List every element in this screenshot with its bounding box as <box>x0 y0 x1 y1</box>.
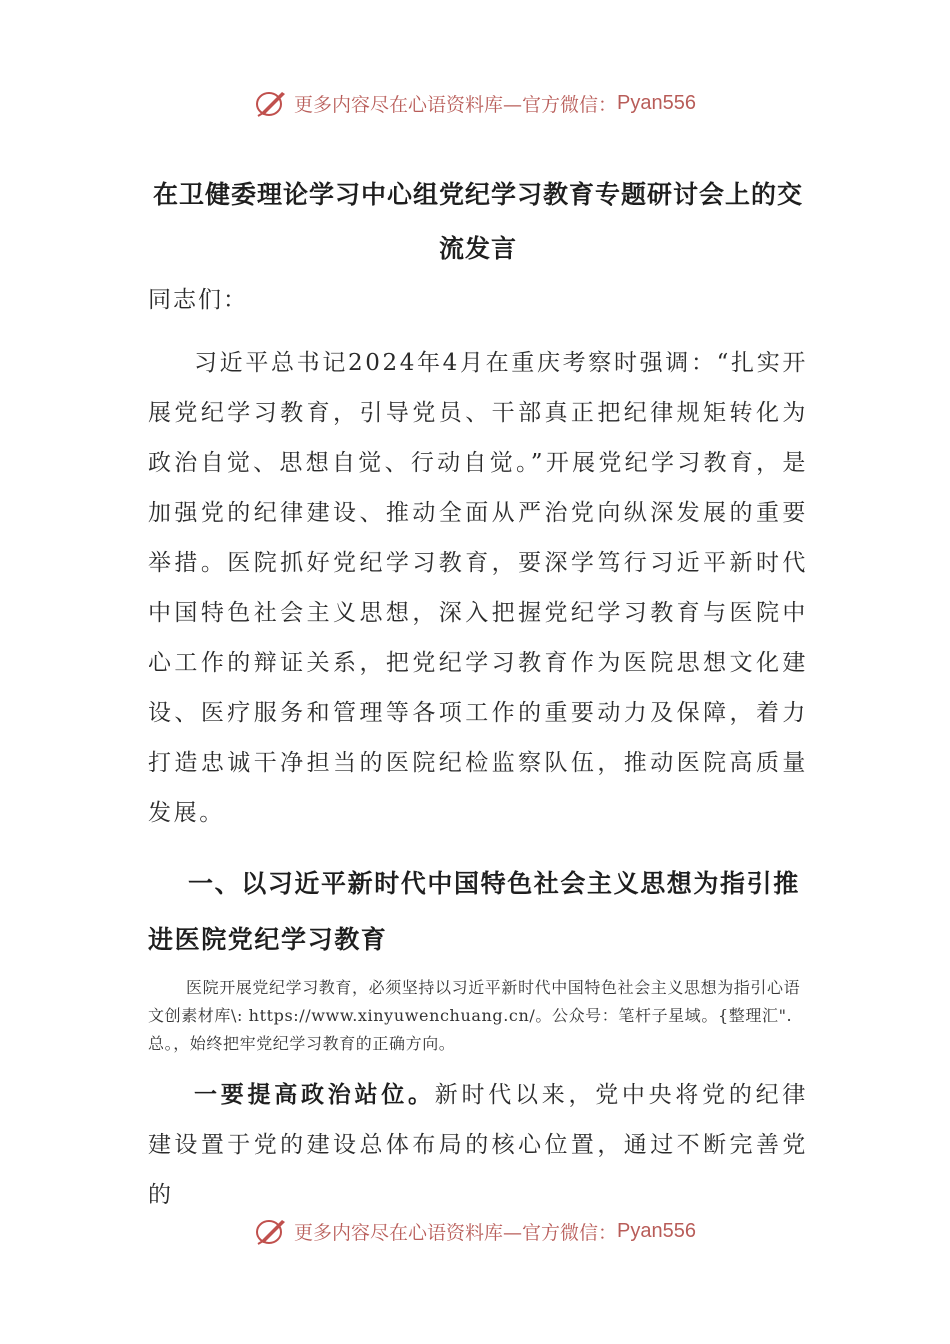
banner-text: 更多内容尽在心语资料库—官方微信： <box>294 1221 618 1244</box>
document-title <box>148 168 808 276</box>
banner-text: 更多内容尽在心语资料库—官方微信： <box>294 93 618 116</box>
source-note: 医院开展党纪学习教育，必须坚持以习近平新时代中国特色社会主义思想为指引心语文创素材库\: https://www.xinyuwenchuang.cn/。公众号：笔杆子星域。{整理汇".总。，始终把牢党纪学习教育的正确方向。 <box>148 978 801 1053</box>
quill-pen-logo-icon <box>254 1216 288 1246</box>
section-heading-1: 一、以习近平新时代中国特色社会主义思想为指引推进医院党纪学习教育 <box>148 869 800 954</box>
banner-wechat-id: Pyan556 <box>617 1219 696 1242</box>
paragraph-2-lead: 一要提高政治站位。 <box>194 1081 435 1108</box>
document-body <box>148 168 808 1220</box>
footer-watermark-banner <box>0 1216 950 1246</box>
title-line-1: 在卫健委理论学习中心组党纪学习教育专题研讨会上的交 <box>152 180 803 209</box>
greeting: 同志们： <box>148 287 248 313</box>
title-line-2: 流发言 <box>438 234 517 263</box>
quill-pen-logo-icon <box>254 88 288 118</box>
paragraph-2-text: 新时代以来，党中央将党的纪律建设置于党的建设总体布局的核心位置，通过不断完善党的 <box>148 1082 809 1208</box>
banner-wechat-id: Pyan556 <box>617 91 696 114</box>
paragraph-1: 习近平总书记2024年4月在重庆考察时强调：“扎实开展党纪学习教育，引导党员、干部真正把纪律规矩转化为政治自觉、思想自觉、行动自觉。”开展党纪学习教育，是加强党的纪律建设、推动全面从严治党向纵深发展的重要举措。医院抓好党纪学习教育，要深学笃行习近平新时代中国特色社会主义思想，深入把握党纪学习教育与医院中心工作的辩证关系，把党纪学习教育作为医院思想文化建设、医疗服务和管理等各项工作的重要动力及保障，着力打造忠诚干净担当的医院纪检监察队伍，推动医院高质量发展。 <box>148 350 808 826</box>
header-watermark-banner <box>0 88 950 118</box>
paragraph-2 <box>148 1070 808 1220</box>
